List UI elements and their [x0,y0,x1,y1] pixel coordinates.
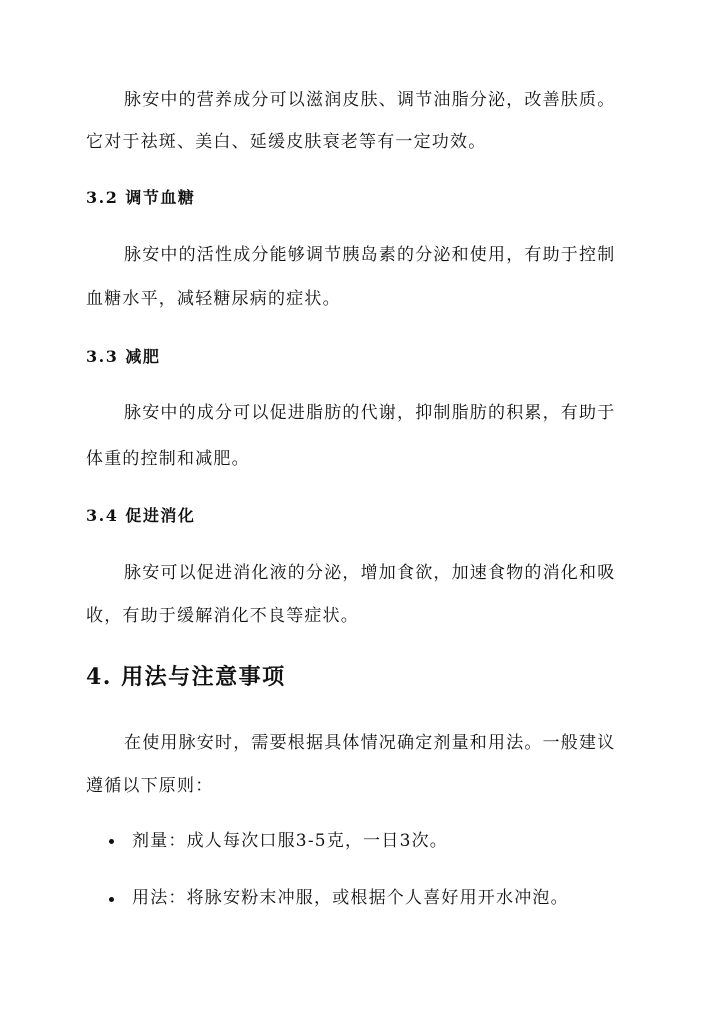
list-item-method: 用法：将脉安粉末冲服，或根据个人喜好用开水冲泡。 [132,888,569,908]
heading-3-3: 3.3 减肥 [86,347,161,366]
heading-3-2: 3.2 调节血糖 [86,188,196,207]
paragraph-usage-line-2: 遵循以下原则： [86,776,214,796]
paragraph-blood-sugar-line-2: 血糖水平，减轻糖尿病的症状。 [86,289,341,309]
paragraph-skin-line-1: 脉安中的营养成分可以滋润皮肤、调节油脂分泌，改善肤质。 [124,90,616,110]
paragraph-blood-sugar-line-1: 脉安中的活性成分能够调节胰岛素的分泌和使用，有助于控制 [124,245,616,265]
paragraph-skin-line-2: 它对于祛斑、美白、延缓皮肤衰老等有一定功效。 [86,132,487,152]
heading-3-4: 3.4 促进消化 [86,506,196,525]
paragraph-digestion-line-1: 脉安可以促进消化液的分泌，增加食欲，加速食物的消化和吸 [124,563,616,583]
paragraph-weight-loss-line-1: 脉安中的成分可以促进脂肪的代谢，抑制脂肪的积累，有助于 [124,403,616,423]
bullet-dot-dosage [109,839,114,844]
heading-4-usage: 4. 用法与注意事项 [86,664,286,690]
list-item-dosage: 剂量：成人每次口服3-5克，一日3次。 [132,831,448,851]
paragraph-digestion-line-2: 收，有助于缓解消化不良等症状。 [86,606,359,626]
paragraph-usage-line-1: 在使用脉安时，需要根据具体情况确定剂量和用法。一般建议 [124,733,616,753]
paragraph-weight-loss-line-2: 体重的控制和减肥。 [86,449,250,469]
bullet-dot-method [109,897,114,902]
